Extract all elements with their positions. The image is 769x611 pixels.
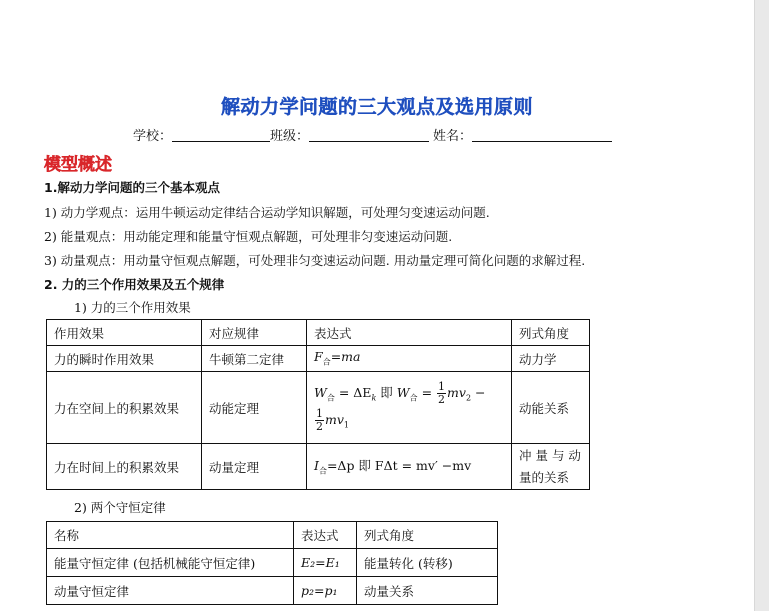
view-item-1: 1) 动力学观点：运用牛顿运动定律结合运动学知识解题，可处理匀变速运动问题.	[44, 205, 490, 220]
class-blank[interactable]	[309, 129, 429, 142]
student-info-line	[133, 125, 612, 144]
name-blank[interactable]	[472, 129, 612, 142]
table-header: 作用效果	[47, 320, 202, 346]
fraction-half: $\frac{1}{2}$	[438, 380, 446, 406]
table-cell: 动量守恒定律	[47, 577, 294, 605]
table-cell: 动能定理	[202, 372, 307, 444]
table-header: 列式角度	[512, 320, 590, 346]
table-cell: 力的瞬时作用效果	[47, 346, 202, 372]
table-row	[47, 549, 498, 577]
table-cell: E₂=E₁	[294, 549, 357, 577]
table-header: 名称	[47, 522, 294, 549]
table-cell: 动能关系	[512, 372, 590, 444]
table-row	[47, 346, 590, 372]
table-header: 列式角度	[357, 522, 498, 549]
table-header: 表达式	[307, 320, 512, 346]
table-row	[47, 577, 498, 605]
subsection-1: 1) 力的三个作用效果	[74, 300, 191, 315]
page-title: 解动力学问题的三大观点及选用原则	[220, 96, 533, 118]
subsection-2: 2) 两个守恒定律	[74, 500, 166, 515]
school-blank[interactable]	[172, 129, 270, 142]
table-cell: 动量定理	[202, 444, 307, 490]
table-row	[47, 372, 590, 444]
view-item-3: 3) 动量观点：用动量守恒观点解题，可处理非匀变速运动问题. 用动量定理可简化问题的求解过程.	[44, 253, 586, 268]
table-cell: 动力学	[512, 346, 590, 372]
formula-newton: $F_合=ma$	[307, 346, 512, 372]
subheading-1: 1.解动力学问题的三个基本观点	[44, 180, 220, 195]
table-cell: 动量关系	[357, 577, 498, 605]
table-cell: 能量转化 (转移)	[357, 549, 498, 577]
table-row	[47, 444, 590, 490]
table-header: 对应规律	[202, 320, 307, 346]
table-header-row	[47, 320, 590, 346]
table-cell: 力在时间上的积累效果	[47, 444, 202, 490]
table-cell: 力在空间上的积累效果	[47, 372, 202, 444]
school-label: 学校：	[133, 129, 173, 144]
name-label: 姓名：	[433, 129, 473, 144]
table-header: 表达式	[294, 522, 357, 549]
table-cell: 能量守恒定律 (包括机械能守恒定律)	[47, 549, 294, 577]
table-cell: 牛顿第二定律	[202, 346, 307, 372]
effects-table	[46, 319, 590, 490]
section-heading: 模型概述	[44, 155, 112, 175]
view-item-2: 2) 能量观点：用动能定理和能量守恒观点解题，可处理非匀变速运动问题.	[44, 229, 453, 244]
table-header-row	[47, 522, 498, 549]
formula-kinetic-energy: $W_合 = \Delta E_k$ 即 $W_合$ = $\frac{1}{2}$ $mv_2$ − $\frac{1}{2}$ $mv_1$	[307, 372, 512, 444]
table-cell: 冲 量 与 动 量的关系	[512, 444, 590, 490]
subheading-2: 2. 力的三个作用效果及五个规律	[44, 277, 225, 292]
formula-impulse: $I_合=\Delta p$ 即 FΔt = mv′ −mv	[307, 444, 512, 490]
table-cell: p₂=p₁	[294, 577, 357, 605]
class-label: 班级：	[270, 129, 310, 144]
conservation-table	[46, 521, 498, 605]
fraction-half: $\frac{1}{2}$	[316, 406, 323, 433]
